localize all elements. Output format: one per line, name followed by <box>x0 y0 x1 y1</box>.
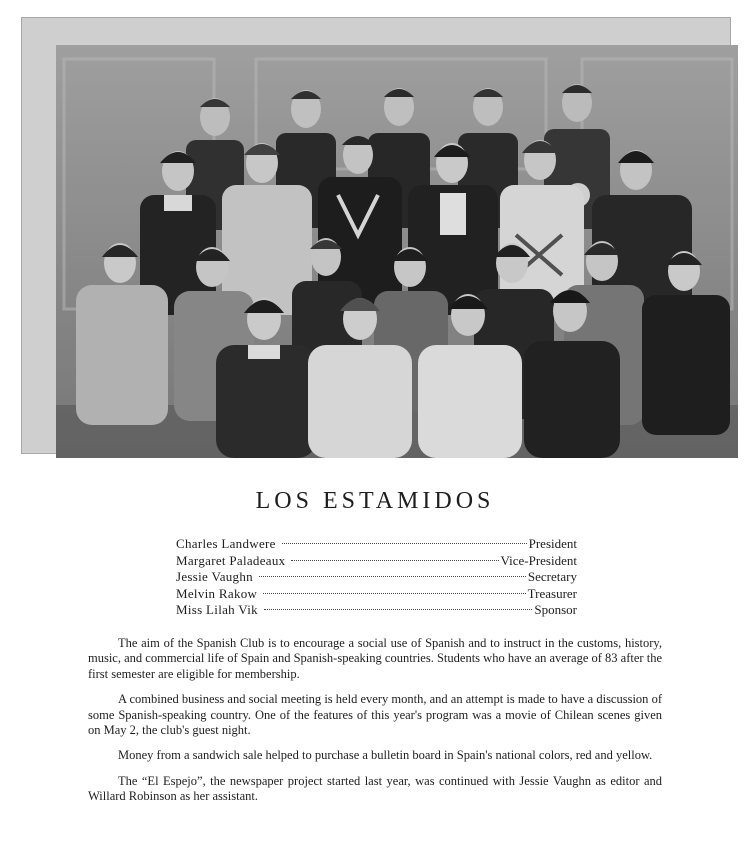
dotted-leader <box>263 593 525 594</box>
officer-title: Secretary <box>527 569 577 584</box>
officer-row <box>176 553 577 570</box>
paragraph-el-espejo: The “El Espejo”, the newspaper project started last year, was continued with Jessie Vaughn as editor and Willard Robinson as her assistant. <box>88 773 662 804</box>
officer-row <box>176 586 577 603</box>
officer-name: Margaret Paladeaux <box>176 552 286 568</box>
officer-title: President <box>528 536 577 551</box>
club-description <box>88 636 662 815</box>
club-title: LOS ESTAMIDOS <box>255 488 495 514</box>
officer-row <box>176 602 577 619</box>
dotted-leader <box>264 609 532 610</box>
officer-title: Sponsor <box>534 602 577 617</box>
club-group-photograph <box>56 45 738 458</box>
officer-row <box>176 569 577 586</box>
officer-title: Vice-President <box>500 552 577 568</box>
officer-row <box>176 536 577 553</box>
paragraph-aim: The aim of the Spanish Club is to encourage a social use of Spanish and to instruct in the customs, history, music, and commercial life of Spain and Spanish-speaking countries. Students who have an average of 83 after the first semester are eligible for membership. <box>88 636 662 681</box>
group-photo-illustration <box>56 45 738 458</box>
officer-name: Melvin Rakow <box>176 585 258 601</box>
photo-frame <box>21 17 731 454</box>
officer-name: Jessie Vaughn <box>176 569 253 584</box>
dotted-leader <box>291 560 498 561</box>
paragraph-sandwich-sale: Money from a sandwich sale helped to purchase a bulletin board in Spain's national colors, red and yellow. <box>118 748 653 763</box>
officer-name: Miss Lilah Vik <box>176 602 258 617</box>
officer-title: Treasurer <box>527 585 577 601</box>
dotted-leader <box>282 543 527 544</box>
dotted-leader <box>259 576 526 577</box>
officer-name: Charles Landwere <box>176 536 276 551</box>
officers-list <box>176 536 577 619</box>
paragraph-meetings: A combined business and social meeting is held every month, and an attempt is made to have a discussion of some Spanish-speaking country. One of the features of this year's program was a movie of Chilean scenes given on May 2, the club's guest night. <box>88 692 662 738</box>
